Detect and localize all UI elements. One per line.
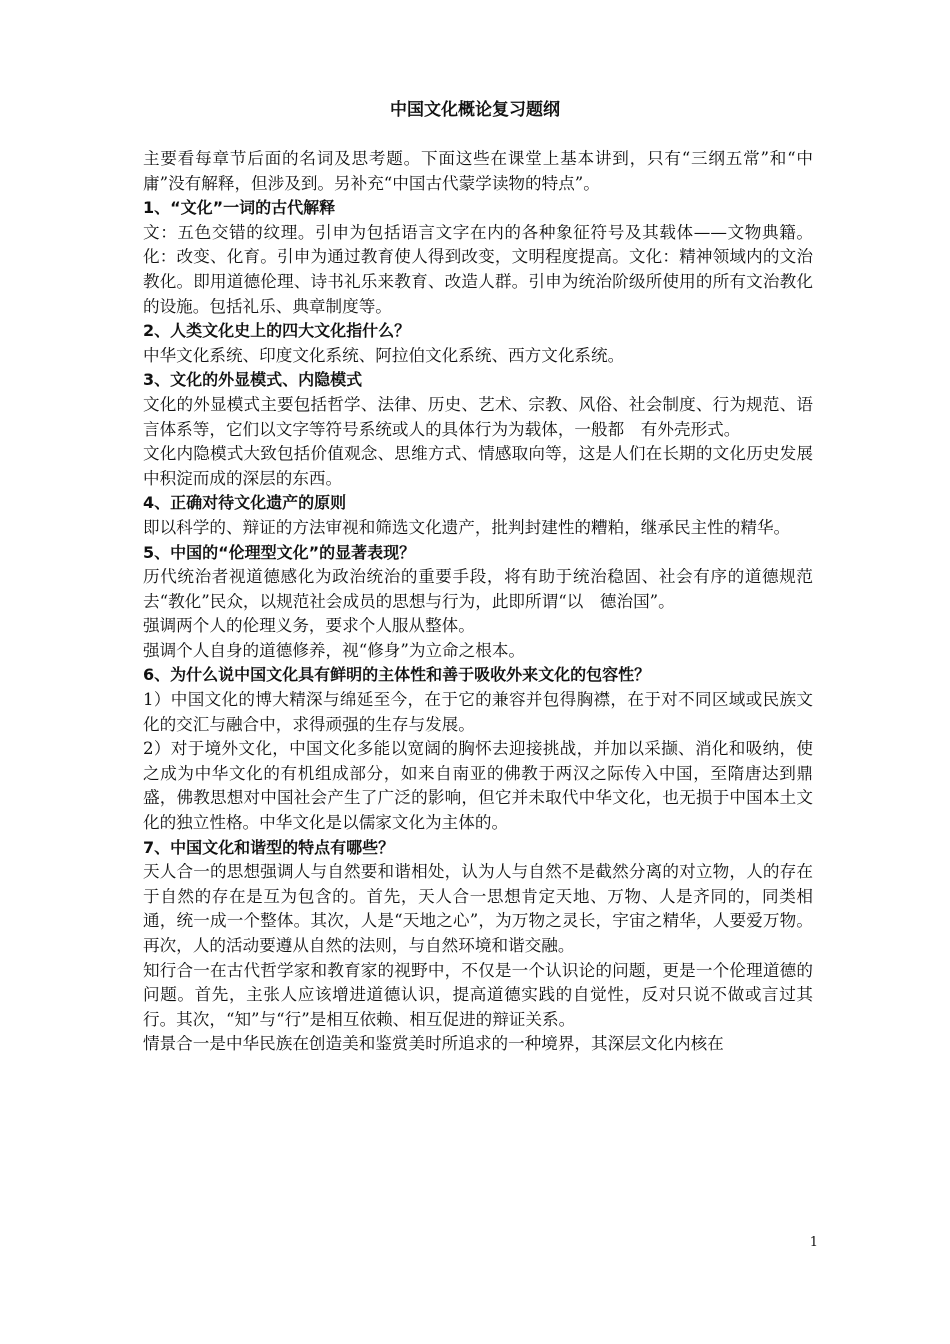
section-heading: 1、“文化”一词的古代解释 bbox=[143, 198, 336, 218]
section-paragraph: 强调两个人的伦理义务，要求个人服从整体。 bbox=[143, 616, 475, 636]
document-body bbox=[143, 147, 813, 1057]
section-paragraph: 情景合一是中华民族在创造美和鉴赏美时所追求的一种境界，其深层文化内核在 bbox=[143, 1034, 724, 1054]
section-paragraph: 中华文化系统、印度文化系统、阿拉伯文化系统、西方文化系统。 bbox=[143, 345, 625, 365]
section-paragraph: 文化的外显模式主要包括哲学、法律、历史、艺术、宗教、风俗、社会制度、行为规范、语言体系等，它们以文字等符号系统或人的具体行为为载体，一般都 有外壳形式。 bbox=[143, 394, 813, 439]
section-paragraph: 知行合一在古代哲学家和教育家的视野中，不仅是一个认识论的问题，更是一个伦理道德的问题。首先，主张人应该增进道德认识，提高道德实践的自觉性，反对只说不做或言过其行。其次，“知”与“行”是相互依赖、相互促进的辩证关系。 bbox=[143, 960, 813, 1029]
section-paragraph: 2）对于境外文化，中国文化多能以宽阔的胸怀去迎接挑战，并加以采撷、消化和吸纳，使之成为中华文化的有机组成部分，如来自南亚的佛教于两汉之际传入中国，至隋唐达到鼎盛，佛教思想对中国社会产生了广泛的影响，但它并未取代中华文化，也无损于中国本土文化的独立性格。中华文化是以儒家文化为主体的。 bbox=[143, 739, 813, 833]
page-title: 中国文化概论复习题纲 bbox=[390, 100, 560, 120]
section-paragraph: 文化内隐模式大致包括价值观念、思维方式、情感取向等，这是人们在长期的文化历史发展中积淀而成的深层的东西。 bbox=[143, 444, 813, 488]
section-heading: 4、正确对待文化遗产的原则 bbox=[143, 493, 347, 513]
section-paragraph: 1）中国文化的博大精深与绵延至今，在于它的兼容并包得胸襟，在于对不同区域或民族文化的交汇与融合中，求得顽强的生存与发展。 bbox=[143, 690, 813, 734]
section-heading: 3、文化的外显模式、内隐模式 bbox=[143, 370, 363, 390]
section-paragraph: 强调个人自身的道德修养，视“修身”为立命之根本。 bbox=[143, 640, 526, 660]
section-paragraph: 历代统治者视道德感化为政治统治的重要手段，将有助于统治稳固、社会有序的道德规范去“教化”民众，以规范社会成员的思想与行为，此即所谓“以 德治国”。 bbox=[143, 567, 813, 611]
intro-paragraph: 主要看每章节后面的名词及思考题。下面这些在课堂上基本讲到，只有“三纲五常”和“中庸”没有解释，但涉及到。另补充“中国古代蒙学读物的特点”。 bbox=[143, 149, 813, 193]
section-heading: 2、人类文化史上的四大文化指什么？ bbox=[143, 321, 411, 341]
section-paragraph: 天人合一的思想强调人与自然要和谐相处，认为人与自然不是截然分离的对立物，人的存在于自然的存在是互为包含的。首先，天人合一思想肯定天地、万物、人是齐同的，同类相通，统一成一个整体。其次，人是“天地之心”，为万物之灵长，宇宙之精华，人要爱万物。再次，人的活动要遵从自然的法则，与自然环境和谐交融。 bbox=[143, 862, 813, 955]
page-number: 1 bbox=[809, 1235, 818, 1250]
section-paragraph: 文：五色交错的纹理。引申为包括语言文字在内的各种象征符号及其载体——文物典籍。化：改变、化育。引申为通过教育使人得到改变，文明程度提高。文化：精神领域内的文治教化。即用道德伦理、诗书礼乐来教育、改造人群。引申为统治阶级所使用的所有文治教化的设施。包括礼乐、典章制度等。 bbox=[143, 222, 813, 316]
section-paragraph: 即以科学的、辩证的方法审视和筛选文化遗产，批判封建性的糟粕，继承民主性的精华。 bbox=[143, 517, 791, 537]
section-heading: 6、为什么说中国文化具有鲜明的主体性和善于吸收外来文化的包容性？ bbox=[143, 665, 651, 685]
section-heading: 5、中国的“伦理型文化”的显著表现？ bbox=[143, 542, 416, 562]
section-heading: 7、中国文化和谐型的特点有哪些？ bbox=[143, 837, 395, 857]
